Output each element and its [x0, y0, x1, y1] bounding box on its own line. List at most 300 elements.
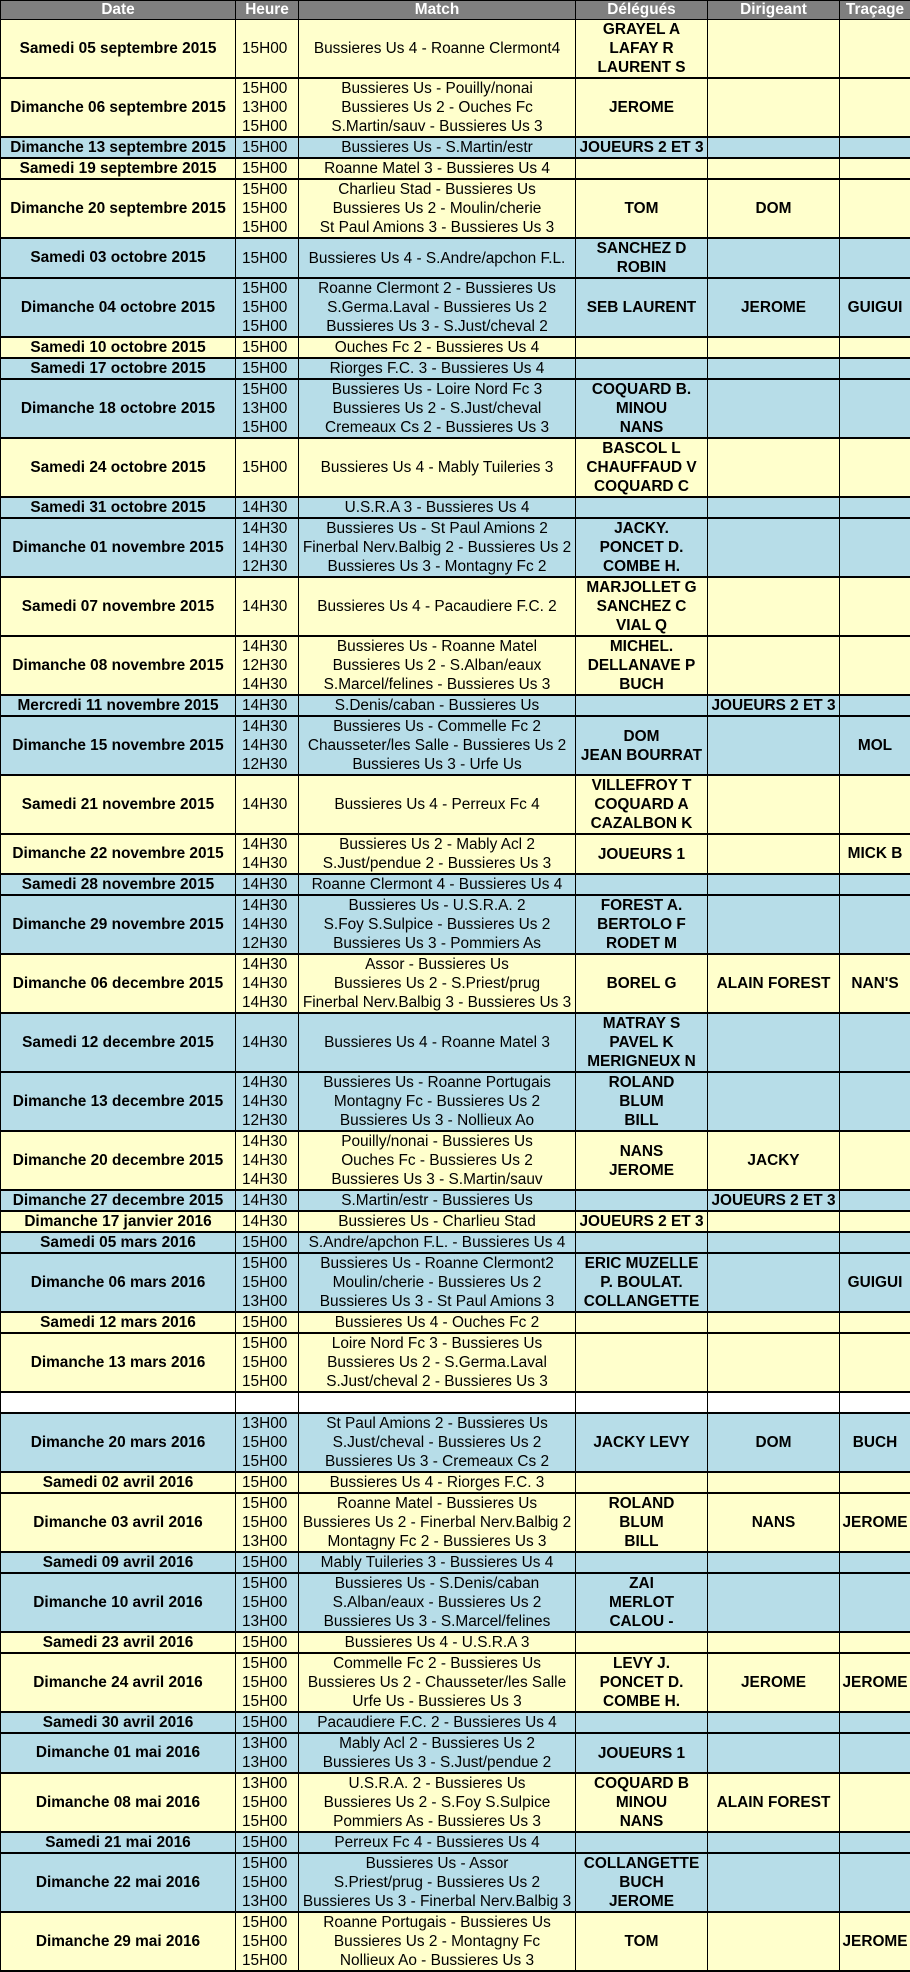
match-line: Bussieres Us - U.S.R.A. 2: [299, 896, 575, 915]
table-row: [1, 1712, 910, 1733]
match-line: St Paul Amions 2 - Bussieres Us: [299, 1414, 575, 1433]
table-row: [1, 954, 910, 1013]
heure-line: 15H00: [242, 117, 298, 136]
tracage-cell: [840, 1632, 910, 1653]
dirigeant-cell: [708, 137, 840, 158]
dirigeant-cell: [708, 1832, 840, 1853]
heure-line: 14H30: [242, 538, 298, 557]
date-cell: Dimanche 01 novembre 2015: [1, 518, 236, 577]
date-cell: Samedi 09 avril 2016: [1, 1552, 236, 1573]
heure-line: 15H00: [242, 180, 298, 199]
delegues-cell: [576, 1472, 708, 1493]
match-line: Bussieres Us 2 - S.Germa.Laval: [299, 1353, 575, 1372]
match-line: Bussieres Us 4 - Roanne Clermont4: [299, 39, 575, 58]
table-row: [1, 179, 910, 238]
heure-cell: [236, 137, 299, 158]
match-cell: [299, 1413, 576, 1472]
table-row: [1, 1733, 910, 1773]
match-line: Pacaudiere F.C. 2 - Bussieres Us 4: [299, 1713, 575, 1732]
match-line: Mably Acl 2 - Bussieres Us 2: [299, 1734, 575, 1753]
heure-cell: [236, 834, 299, 874]
delegue-line: RODET M: [576, 934, 707, 953]
match-cell: [299, 497, 576, 518]
tracage-cell: [840, 1733, 910, 1773]
match-line: Urfe Us - Bussieres Us 3: [299, 1692, 575, 1711]
header-delegues: Délégués: [576, 1, 708, 20]
heure-line: 15H00: [242, 338, 298, 357]
delegues-cell: [576, 20, 708, 79]
delegue-line: VIAL Q: [576, 616, 707, 635]
tracage-cell: [840, 716, 910, 775]
match-line: S.Denis/caban - Bussieres Us: [299, 696, 575, 715]
table-row: [1, 337, 910, 358]
delegue-line: TOM: [576, 199, 707, 218]
delegues-cell: [576, 1131, 708, 1190]
heure-line: 13H00: [242, 1612, 298, 1631]
dirigeant-cell: [708, 895, 840, 954]
date-cell: Dimanche 01 mai 2016: [1, 1733, 236, 1773]
match-cell: [299, 1712, 576, 1733]
heure-line: 15H00: [242, 359, 298, 378]
heure-line: 14H30: [242, 1151, 298, 1170]
delegue-line: LAURENT S: [576, 58, 707, 77]
tracage-cell: [840, 834, 910, 874]
match-cell: [299, 1312, 576, 1333]
match-cell: [299, 1333, 576, 1392]
match-cell: [299, 1573, 576, 1632]
match-line: Bussieres Us - Charlieu Stad: [299, 1212, 575, 1231]
delegues-cell: [576, 1211, 708, 1232]
delegue-line: BLUM: [576, 1092, 707, 1111]
tracage-cell: [840, 1413, 910, 1472]
match-cell: [299, 379, 576, 438]
heure-line: 13H00: [242, 1414, 298, 1433]
match-line: Ouches Fc - Bussieres Us 2: [299, 1151, 575, 1170]
heure-cell: [236, 1832, 299, 1853]
date-cell: Samedi 23 avril 2016: [1, 1632, 236, 1653]
table-row: [1, 1653, 910, 1712]
header-tracage: Traçage: [840, 1, 910, 20]
heure-cell: [236, 1072, 299, 1131]
delegues-cell: [576, 895, 708, 954]
date-cell: Samedi 03 octobre 2015: [1, 238, 236, 278]
delegue-line: COQUARD A: [576, 795, 707, 814]
heure-line: 12H30: [242, 656, 298, 675]
heure-cell: [236, 1211, 299, 1232]
header-match: Match: [299, 1, 576, 20]
date-cell: Dimanche 10 avril 2016: [1, 1573, 236, 1632]
match-cell: [299, 1190, 576, 1211]
delegue-line: BUCH: [576, 675, 707, 694]
match-cell: [299, 577, 576, 636]
heure-line: 15H00: [242, 1353, 298, 1372]
dirigeant-value: ALAIN FOREST: [708, 975, 839, 993]
table-row: [1, 636, 910, 695]
match-cell: [299, 158, 576, 179]
table-row: [1, 695, 910, 716]
delegue-line: PAVEL K: [576, 1033, 707, 1052]
dirigeant-cell: [708, 1392, 840, 1413]
table-row: [1, 1832, 910, 1853]
tracage-value: MOL: [840, 737, 910, 755]
dirigeant-cell: [708, 238, 840, 278]
delegue-line: BUCH: [576, 1873, 707, 1892]
match-line: Roanne Clermont 4 - Bussieres Us 4: [299, 875, 575, 894]
heure-cell: [236, 20, 299, 79]
delegues-cell: [576, 1013, 708, 1072]
match-cell: [299, 1493, 576, 1552]
heure-line: 15H00: [242, 1951, 298, 1970]
match-line: Bussieres Us 2 - S.Priest/prug: [299, 974, 575, 993]
match-line: Ouches Fc 2 - Bussieres Us 4: [299, 338, 575, 357]
delegue-line: JEROME: [576, 1892, 707, 1911]
tracage-cell: [840, 337, 910, 358]
match-line: Bussieres Us - Commelle Fc 2: [299, 717, 575, 736]
match-cell: [299, 1773, 576, 1832]
table-row: [1, 438, 910, 497]
delegue-line: JOUEURS 2 ET 3: [576, 1212, 707, 1231]
heure-line: 15H00: [242, 1633, 298, 1652]
date-cell: Dimanche 06 decembre 2015: [1, 954, 236, 1013]
heure-line: 14H30: [242, 835, 298, 854]
heure-cell: [236, 179, 299, 238]
tracage-cell: [840, 1392, 910, 1413]
match-line: S.Priest/prug - Bussieres Us 2: [299, 1873, 575, 1892]
date-cell: Dimanche 29 novembre 2015: [1, 895, 236, 954]
delegue-line: DELLANAVE P: [576, 656, 707, 675]
match-cell: [299, 179, 576, 238]
match-line: Bussieres Us 3 - St Paul Amions 3: [299, 1292, 575, 1311]
delegue-line: JACKY.: [576, 519, 707, 538]
heure-line: 14H30: [242, 1033, 298, 1052]
match-line: Bussieres Us 3 - Montagny Fc 2: [299, 557, 575, 576]
match-cell: [299, 1653, 576, 1712]
match-cell: [299, 874, 576, 895]
heure-line: 14H30: [242, 696, 298, 715]
table-row: [1, 358, 910, 379]
table-row: [1, 1253, 910, 1312]
dirigeant-cell: [708, 1072, 840, 1131]
tracage-cell: [840, 1653, 910, 1712]
heure-cell: [236, 1573, 299, 1632]
match-line: S.Marcel/felines - Bussieres Us 3: [299, 675, 575, 694]
delegues-cell: [576, 636, 708, 695]
table-row: [1, 1552, 910, 1573]
match-line: Pommiers As - Bussieres Us 3: [299, 1812, 575, 1831]
dirigeant-cell: [708, 1552, 840, 1573]
match-cell: [299, 78, 576, 137]
dirigeant-cell: [708, 1131, 840, 1190]
date-cell: Samedi 28 novembre 2015: [1, 874, 236, 895]
table-row: [1, 834, 910, 874]
heure-line: 15H00: [242, 1854, 298, 1873]
dirigeant-value: NANS: [708, 1514, 839, 1532]
delegues-cell: [576, 1190, 708, 1211]
match-line: U.S.R.A 3 - Bussieres Us 4: [299, 498, 575, 517]
match-line: Bussieres Us - Assor: [299, 1854, 575, 1873]
delegues-cell: [576, 278, 708, 337]
date-cell: Dimanche 13 septembre 2015: [1, 137, 236, 158]
delegues-cell: [576, 238, 708, 278]
match-cell: [299, 1013, 576, 1072]
heure-line: 15H00: [242, 159, 298, 178]
heure-cell: [236, 238, 299, 278]
heure-line: 15H00: [242, 199, 298, 218]
delegue-line: ROLAND: [576, 1494, 707, 1513]
delegues-cell: [576, 337, 708, 358]
dirigeant-value: JEROME: [708, 299, 839, 317]
dirigeant-cell: [708, 716, 840, 775]
match-line: Roanne Portugais - Bussieres Us: [299, 1913, 575, 1932]
dirigeant-cell: [708, 1190, 840, 1211]
heure-line: 14H30: [242, 1073, 298, 1092]
delegue-line: TOM: [576, 1932, 707, 1951]
heure-cell: [236, 1472, 299, 1493]
heure-cell: [236, 775, 299, 834]
delegues-cell: [576, 1493, 708, 1552]
delegue-line: COMBE H.: [576, 1692, 707, 1711]
heure-line: 12H30: [242, 934, 298, 953]
heure-line: 14H30: [242, 1132, 298, 1151]
delegue-line: JACKY LEVY: [576, 1433, 707, 1452]
match-line: S.Foy S.Sulpice - Bussieres Us 2: [299, 915, 575, 934]
match-line: Bussieres Us 2 - S.Foy S.Sulpice: [299, 1793, 575, 1812]
heure-line: 15H00: [242, 1473, 298, 1492]
tracage-cell: [840, 874, 910, 895]
date-cell: Dimanche 20 decembre 2015: [1, 1131, 236, 1190]
match-line: Perreux Fc 4 - Bussieres Us 4: [299, 1833, 575, 1852]
heure-cell: [236, 278, 299, 337]
table-row: [1, 1472, 910, 1493]
heure-cell: [236, 1912, 299, 1971]
heure-cell: [236, 695, 299, 716]
match-line: S.Just/pendue 2 - Bussieres Us 3: [299, 854, 575, 873]
delegue-line: COLLANGETTE: [576, 1292, 707, 1311]
delegues-cell: [576, 1733, 708, 1773]
heure-line: 14H30: [242, 1212, 298, 1231]
tracage-value: GUIGUI: [840, 299, 910, 317]
heure-line: 14H30: [242, 896, 298, 915]
match-cell: [299, 1733, 576, 1773]
match-line: Bussieres Us 3 - S.Just/pendue 2: [299, 1753, 575, 1772]
heure-line: 15H00: [242, 1452, 298, 1471]
header-heure: Heure: [236, 1, 299, 20]
match-line: Riorges F.C. 3 - Bussieres Us 4: [299, 359, 575, 378]
dirigeant-value: JEROME: [708, 1674, 839, 1692]
date-cell: Samedi 31 octobre 2015: [1, 497, 236, 518]
table-row: [1, 1333, 910, 1392]
delegue-line: NANS: [576, 418, 707, 437]
table-row: [1, 775, 910, 834]
heure-cell: [236, 78, 299, 137]
match-line: Bussieres Us 4 - Perreux Fc 4: [299, 795, 575, 814]
delegue-line: BASCOL L: [576, 439, 707, 458]
delegues-cell: [576, 379, 708, 438]
dirigeant-cell: [708, 636, 840, 695]
match-line: S.Martin/estr - Bussieres Us: [299, 1191, 575, 1210]
tracage-value: BUCH: [840, 1434, 910, 1452]
delegue-line: NANS: [576, 1142, 707, 1161]
heure-line: 15H00: [242, 1233, 298, 1252]
dirigeant-cell: [708, 1413, 840, 1472]
dirigeant-cell: [708, 1472, 840, 1493]
dirigeant-cell: [708, 695, 840, 716]
table-row: [1, 1072, 910, 1131]
tracage-cell: [840, 775, 910, 834]
match-line: Moulin/cherie - Bussieres Us 2: [299, 1273, 575, 1292]
delegues-cell: [576, 1392, 708, 1413]
heure-line: 15H00: [242, 1654, 298, 1673]
date-cell: Dimanche 27 decembre 2015: [1, 1190, 236, 1211]
dirigeant-cell: [708, 1333, 840, 1392]
heure-line: 15H00: [242, 1913, 298, 1932]
heure-line: 15H00: [242, 1793, 298, 1812]
tracage-cell: [840, 358, 910, 379]
heure-cell: [236, 1392, 299, 1413]
heure-line: 14H30: [242, 955, 298, 974]
dirigeant-cell: [708, 278, 840, 337]
match-cell: [299, 1632, 576, 1653]
match-line: Bussieres Us 3 - Pommiers As: [299, 934, 575, 953]
match-line: Finerbal Nerv.Balbig 2 - Bussieres Us 2: [299, 538, 575, 557]
heure-line: 15H00: [242, 1593, 298, 1612]
table-row: [1, 1493, 910, 1552]
date-cell: Dimanche 04 octobre 2015: [1, 278, 236, 337]
delegue-line: BILL: [576, 1111, 707, 1130]
delegue-line: COMBE H.: [576, 557, 707, 576]
heure-cell: [236, 1653, 299, 1712]
heure-cell: [236, 1632, 299, 1653]
tracage-cell: [840, 1472, 910, 1493]
match-cell: [299, 895, 576, 954]
match-cell: [299, 518, 576, 577]
delegues-cell: [576, 518, 708, 577]
table-row: [1, 238, 910, 278]
dirigeant-cell: [708, 1493, 840, 1552]
delegue-line: MATRAY S: [576, 1014, 707, 1033]
dirigeant-cell: [708, 1912, 840, 1971]
tracage-value: JEROME: [840, 1933, 910, 1951]
match-line: Charlieu Stad - Bussieres Us: [299, 180, 575, 199]
header-row: [1, 1, 910, 20]
tracage-cell: [840, 438, 910, 497]
delegues-cell: [576, 438, 708, 497]
match-cell: [299, 954, 576, 1013]
heure-line: 15H00: [242, 1273, 298, 1292]
heure-cell: [236, 636, 299, 695]
table-row: [1, 577, 910, 636]
match-line: Bussieres Us 3 - Cremeaux Cs 2: [299, 1452, 575, 1471]
tracage-cell: [840, 1232, 910, 1253]
heure-line: 14H30: [242, 854, 298, 873]
delegues-cell: [576, 775, 708, 834]
dirigeant-cell: [708, 775, 840, 834]
match-line: Bussieres Us - St Paul Amions 2: [299, 519, 575, 538]
delegues-cell: [576, 1853, 708, 1912]
dirigeant-cell: [708, 1253, 840, 1312]
dirigeant-cell: [708, 1232, 840, 1253]
tracage-cell: [840, 1312, 910, 1333]
match-line: St Paul Amions 3 - Bussieres Us 3: [299, 218, 575, 237]
match-cell: [299, 1211, 576, 1232]
tracage-cell: [840, 179, 910, 238]
dirigeant-cell: [708, 337, 840, 358]
tracage-cell: [840, 78, 910, 137]
match-line: S.Just/cheval - Bussieres Us 2: [299, 1433, 575, 1452]
match-line: Bussieres Us 4 - S.Andre/apchon F.L.: [299, 249, 575, 268]
heure-line: 14H30: [242, 736, 298, 755]
delegues-cell: [576, 1773, 708, 1832]
heure-line: 15H00: [242, 218, 298, 237]
heure-line: 13H00: [242, 399, 298, 418]
delegue-line: GRAYEL A: [576, 20, 707, 39]
match-line: Bussieres Us 3 - Nollieux Ao: [299, 1111, 575, 1130]
match-cell: [299, 1552, 576, 1573]
heure-line: 15H00: [242, 1673, 298, 1692]
heure-cell: [236, 1013, 299, 1072]
date-cell: Dimanche 15 novembre 2015: [1, 716, 236, 775]
date-cell: Dimanche 20 septembre 2015: [1, 179, 236, 238]
delegues-cell: [576, 577, 708, 636]
match-line: Mably Tuileries 3 - Bussieres Us 4: [299, 1553, 575, 1572]
dirigeant-cell: [708, 518, 840, 577]
dirigeant-value: JOUEURS 2 ET 3: [708, 697, 839, 715]
heure-cell: [236, 954, 299, 1013]
table-row: [1, 158, 910, 179]
delegue-line: COQUARD C: [576, 477, 707, 496]
match-cell: [299, 1232, 576, 1253]
match-cell: [299, 238, 576, 278]
dirigeant-value: ALAIN FOREST: [708, 1794, 839, 1812]
delegue-line: ROLAND: [576, 1073, 707, 1092]
date-cell: Dimanche 22 novembre 2015: [1, 834, 236, 874]
heure-line: 13H00: [242, 1892, 298, 1911]
heure-line: 14H30: [242, 1092, 298, 1111]
tracage-cell: [840, 518, 910, 577]
tracage-cell: [840, 695, 910, 716]
table-row: [1, 1773, 910, 1832]
match-cell: [299, 337, 576, 358]
heure-cell: [236, 1773, 299, 1832]
heure-line: 15H00: [242, 317, 298, 336]
table-row: [1, 1312, 910, 1333]
delegue-line: COLLANGETTE: [576, 1854, 707, 1873]
delegues-cell: [576, 1552, 708, 1573]
tracage-cell: [840, 1573, 910, 1632]
match-line: Bussieres Us - Roanne Matel: [299, 637, 575, 656]
heure-cell: [236, 379, 299, 438]
date-cell: Dimanche 24 avril 2016: [1, 1653, 236, 1712]
delegues-cell: [576, 1653, 708, 1712]
heure-cell: [236, 1733, 299, 1773]
table-row: [1, 1013, 910, 1072]
heure-cell: [236, 1253, 299, 1312]
table-row: [1, 497, 910, 518]
tracage-cell: [840, 1333, 910, 1392]
match-line: Montagny Fc - Bussieres Us 2: [299, 1092, 575, 1111]
delegue-line: MICHEL.: [576, 637, 707, 656]
date-cell: Dimanche 29 mai 2016: [1, 1912, 236, 1971]
delegue-line: COQUARD B.: [576, 380, 707, 399]
delegue-line: BLUM: [576, 1513, 707, 1532]
dirigeant-cell: [708, 1632, 840, 1653]
date-cell: Samedi 24 octobre 2015: [1, 438, 236, 497]
delegue-line: JEROME: [576, 1161, 707, 1180]
heure-line: 15H00: [242, 1372, 298, 1391]
delegue-line: MERLOT: [576, 1593, 707, 1612]
schedule-body: [1, 20, 910, 1972]
date-cell: Dimanche 06 mars 2016: [1, 1253, 236, 1312]
